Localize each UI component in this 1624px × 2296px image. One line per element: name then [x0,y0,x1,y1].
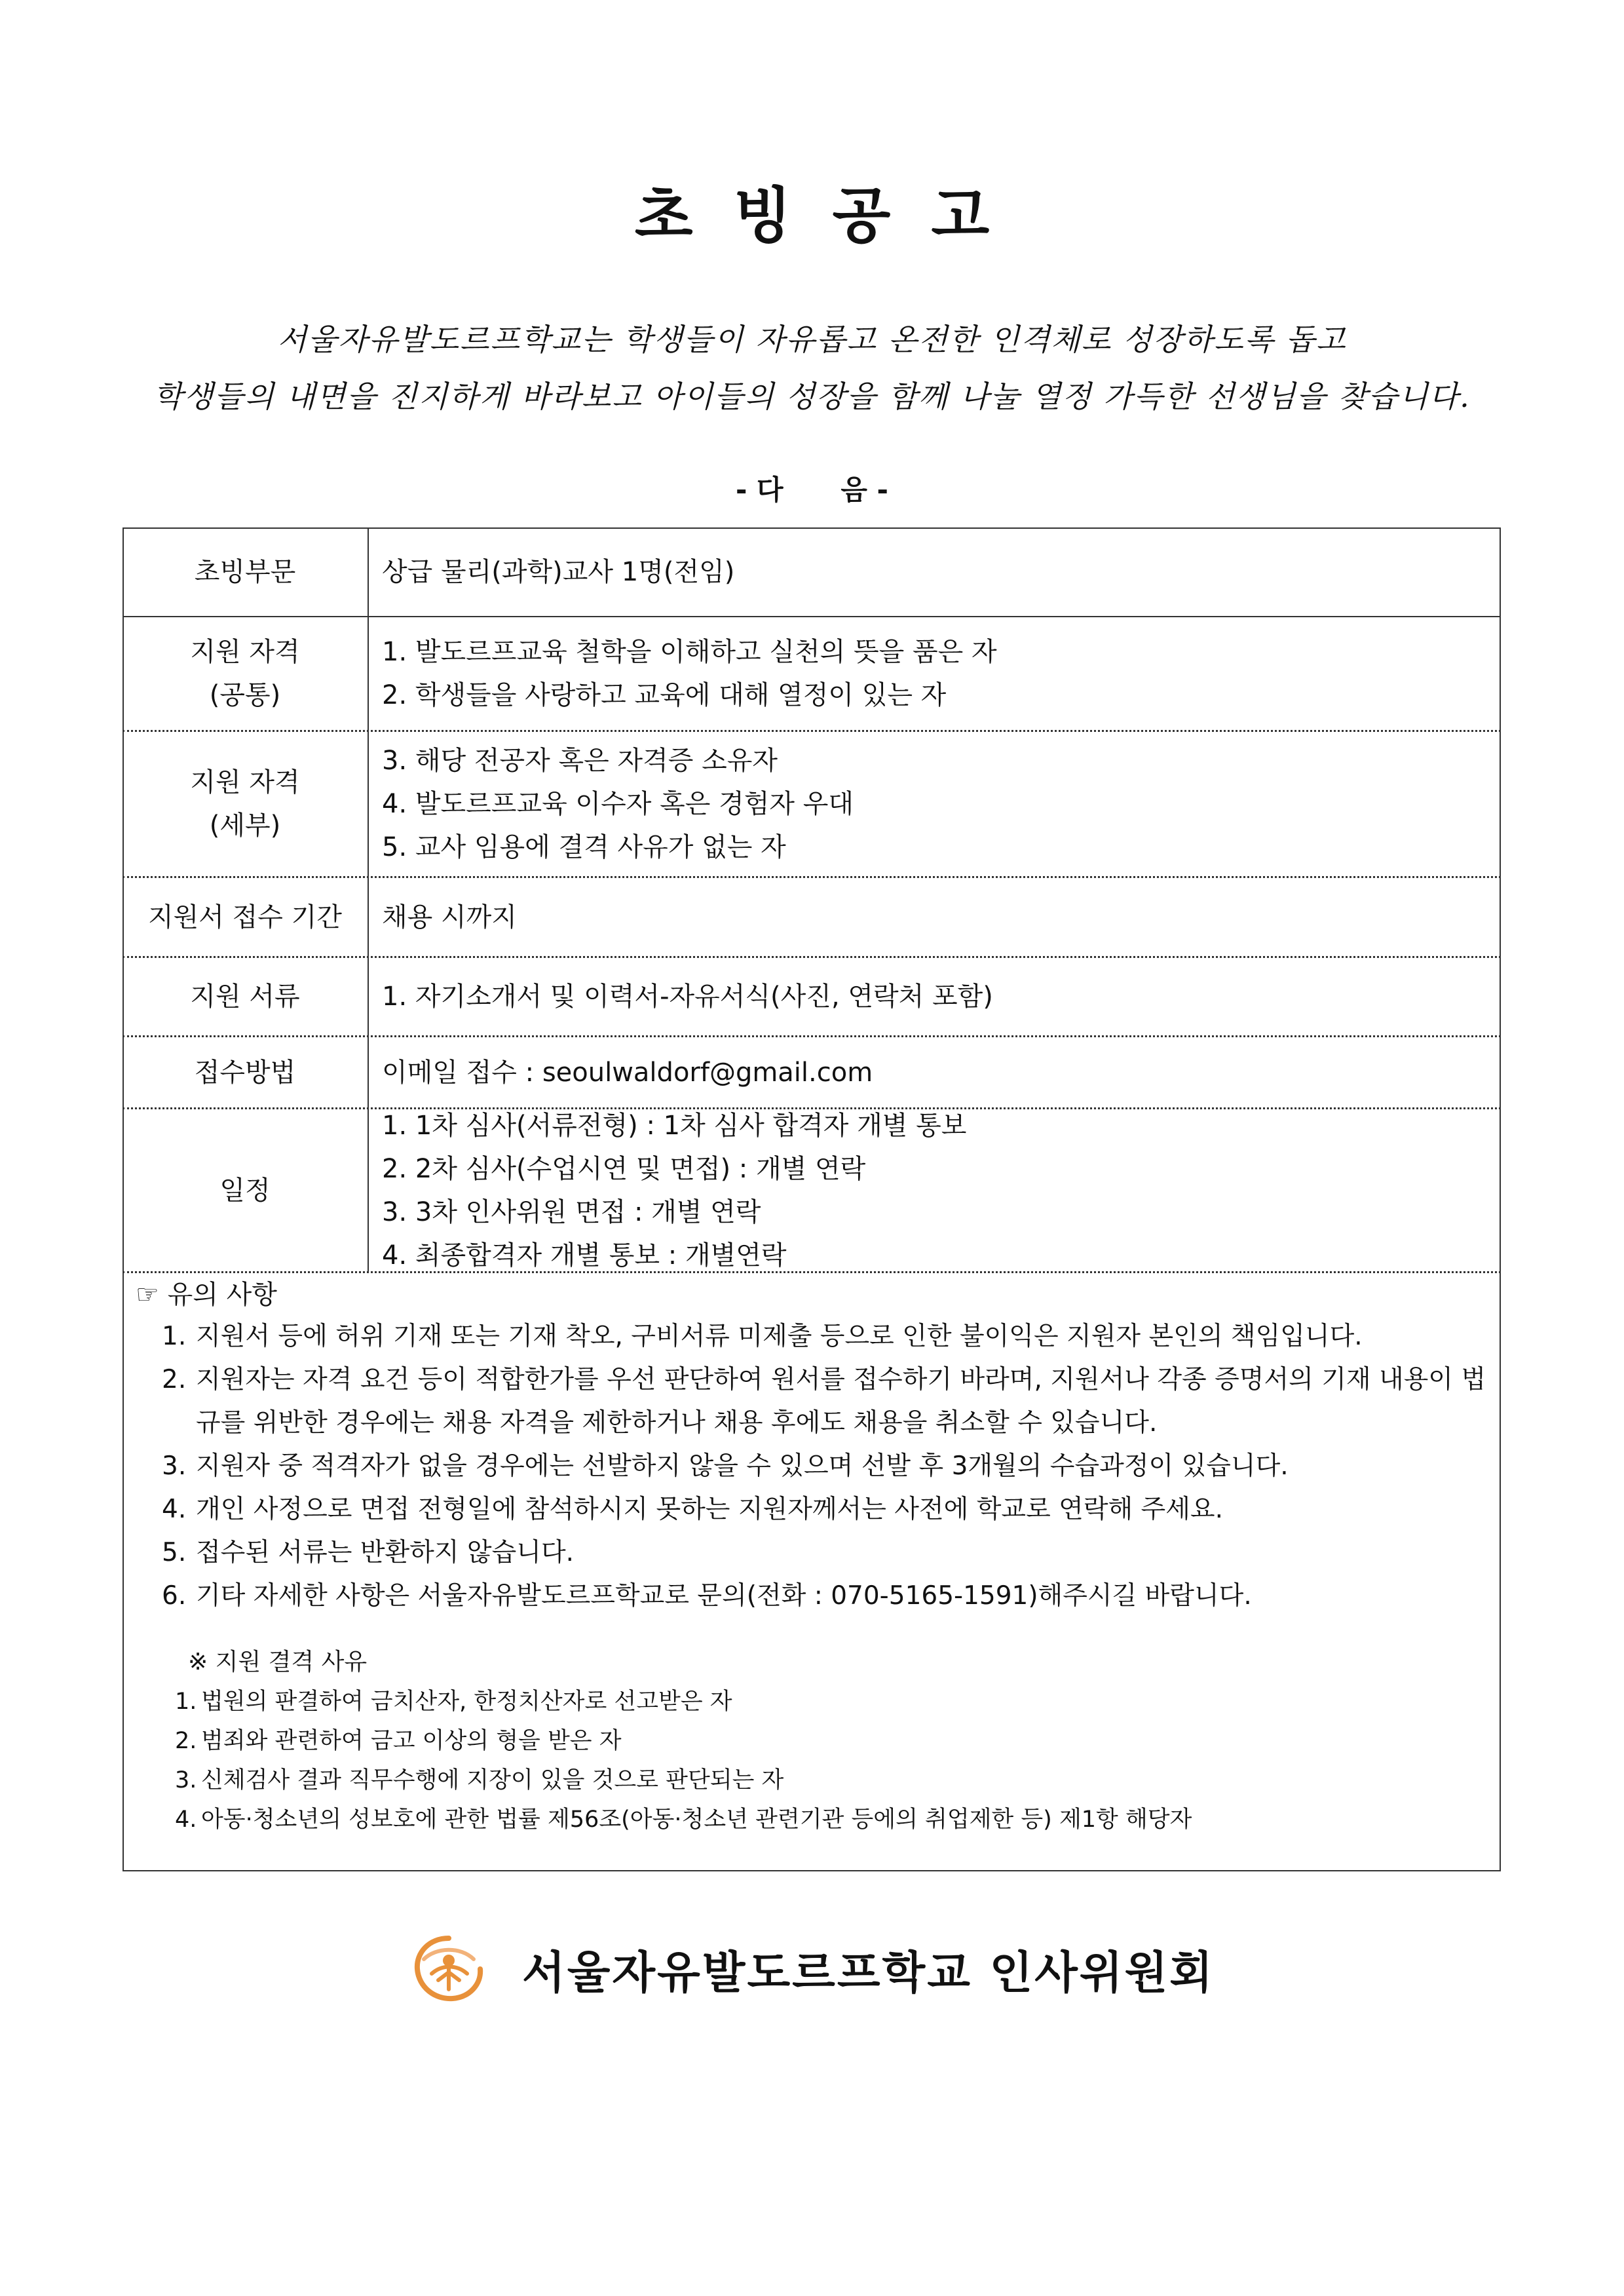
disqualification-section [136,1643,1501,1839]
notes-list [136,1315,1501,1618]
list-item: 3. 해당 전공자 혹은 자격증 소유자 [382,746,778,776]
item-text: 기타 자세한 사항은 서울자유발도르프학교로 문의(전화 : 070-5165-1591)해주시길 바랍니다. [196,1581,1252,1611]
row-label [123,732,368,876]
list-item: 2. 학생들을 사랑하고 교육에 대해 열정이 있는 자 [382,680,947,710]
item-text: 범죄와 관련하여 금고 이상의 형을 받은 자 [201,1728,622,1754]
intro-line-2: 학생들의 내면을 진지하게 바라보고 아이들의 성장을 함께 나눌 열정 가득한 선생님을 찾습니다. [153,379,1471,414]
table-row-application-period [123,878,1501,958]
label-text: 지원 자격 [190,767,300,797]
list-item: 4. 발도르프교육 이수자 혹은 경험자 우대 [382,789,854,819]
item-number: 4. [162,1495,187,1524]
notes-section [123,1274,1501,1839]
value-text: 채용 시까지 [382,902,517,932]
row-label [123,958,368,1035]
table-row-schedule [123,1109,1501,1273]
table-row-documents [123,958,1501,1037]
item-number: 1. [175,1689,197,1715]
list-item [175,1682,1501,1721]
table-row-detail-qualification [123,732,1501,878]
value-text: 1. 자기소개서 및 이력서-자유서식(사진, 연락처 포함) [382,982,993,1012]
row-label [123,1109,368,1271]
list-item: 4. 최종합격자 개별 통보 : 개별연락 [382,1240,787,1271]
item-text: 법원의 판결하여 금치산자, 한정치산자로 선고받은 자 [201,1689,732,1715]
list-item [136,1531,1501,1575]
item-number: 4. [175,1807,197,1833]
list-item [136,1315,1501,1358]
item-text: 지원서 등에 허위 기재 또는 기재 착오, 구비서류 미제출 등으로 인한 불이익은 지원자 본인의 책임입니다. [196,1322,1363,1351]
intro-line-1: 서울자유발도르프학교는 학생들이 자유롭고 온전한 인격체로 성장하도록 돕고 [277,322,1347,357]
list-item [136,1488,1501,1531]
page-title: 초빙공고 [634,181,1030,251]
label-text: 지원서 접수 기간 [148,902,342,932]
label-text: 일정 [219,1175,271,1206]
value-text: 상급 물리(과학)교사 1명(전임) [382,556,735,587]
value-text: 이메일 접수 : seoulwaldorf@gmail.com [382,1057,873,1088]
item-text: 지원자는 자격 요건 등이 적합한가를 우선 판단하여 원서를 접수하기 바라며, 지원서나 각종 증명서의 기재 내용이 법규를 위반한 경우에는 채용 자격을 제한하거나 채용 후에도 채용을 취소할 수 있습니다. [196,1365,1486,1438]
item-number: 2. [162,1365,187,1394]
list-item [136,1358,1501,1445]
row-value [368,732,1501,876]
school-logo-icon [409,1933,488,2005]
footer [0,1933,1624,2005]
label-text: 지원 자격 [190,637,300,667]
notes-heading: ☞ 유의 사항 [136,1280,277,1310]
item-number: 6. [162,1581,187,1611]
list-item [175,1800,1501,1839]
list-item [136,1445,1501,1488]
section-heading-next: - 다 음 - [736,474,888,506]
table-row-submission-method [123,1037,1501,1109]
list-item: 3. 3차 인사위원 면접 : 개별 연락 [382,1196,761,1227]
item-text: 개인 사정으로 면접 전형일에 참석하시지 못하는 지원자께서는 사전에 학교로 연락해 주세요. [196,1495,1223,1524]
list-item: 1. 1차 심사(서류전형) : 1차 심사 합격자 개별 통보 [382,1110,967,1141]
row-label [123,1037,368,1107]
list-item: 2. 2차 심사(수업시연 및 면접) : 개별 연락 [382,1153,866,1184]
row-value [368,527,1501,616]
organization-name: 서울자유발도르프학교 인사위원회 [522,1947,1215,1999]
row-value [368,958,1501,1035]
item-number: 2. [175,1728,197,1754]
row-value [368,617,1501,730]
disqualification-heading: ※ 지원 결격 사유 [188,1649,368,1675]
item-number: 5. [162,1538,187,1567]
item-number: 1. [162,1322,187,1351]
list-item [175,1761,1501,1800]
item-text: 아동·청소년의 성보호에 관한 법률 제56조(아동·청소년 관련기관 등에의 취업제한 등) 제1항 해당자 [201,1807,1192,1833]
item-number: 3. [162,1451,187,1481]
row-value [368,1037,1501,1107]
item-text: 접수된 서류는 반환하지 않습니다. [196,1538,575,1567]
row-label [123,878,368,956]
list-item [175,1721,1501,1761]
list-item: 1. 발도르프교육 철학을 이해하고 실천의 뜻을 품은 자 [382,637,997,667]
row-label [123,527,368,616]
row-label [123,617,368,730]
label-text: 접수방법 [194,1057,296,1088]
label-subtext: (공통) [209,680,281,710]
item-text: 지원자 중 적격자가 없을 경우에는 선발하지 않을 수 있으며 선발 후 3개월의 수습과정이 있습니다. [196,1451,1289,1481]
list-item [136,1575,1501,1618]
row-value [368,1109,1501,1271]
label-text: 초빙부문 [194,556,296,587]
label-subtext: (세부) [209,811,281,841]
list-item: 5. 교사 임용에 결격 사유가 없는 자 [382,832,786,862]
label-text: 지원 서류 [190,982,300,1012]
row-value [368,878,1501,956]
item-number: 3. [175,1767,197,1793]
item-text: 신체검사 결과 직무수행에 지장이 있을 것으로 판단되는 자 [201,1767,784,1793]
table-row-common-qualification [123,617,1501,732]
table-row-position [123,527,1501,617]
